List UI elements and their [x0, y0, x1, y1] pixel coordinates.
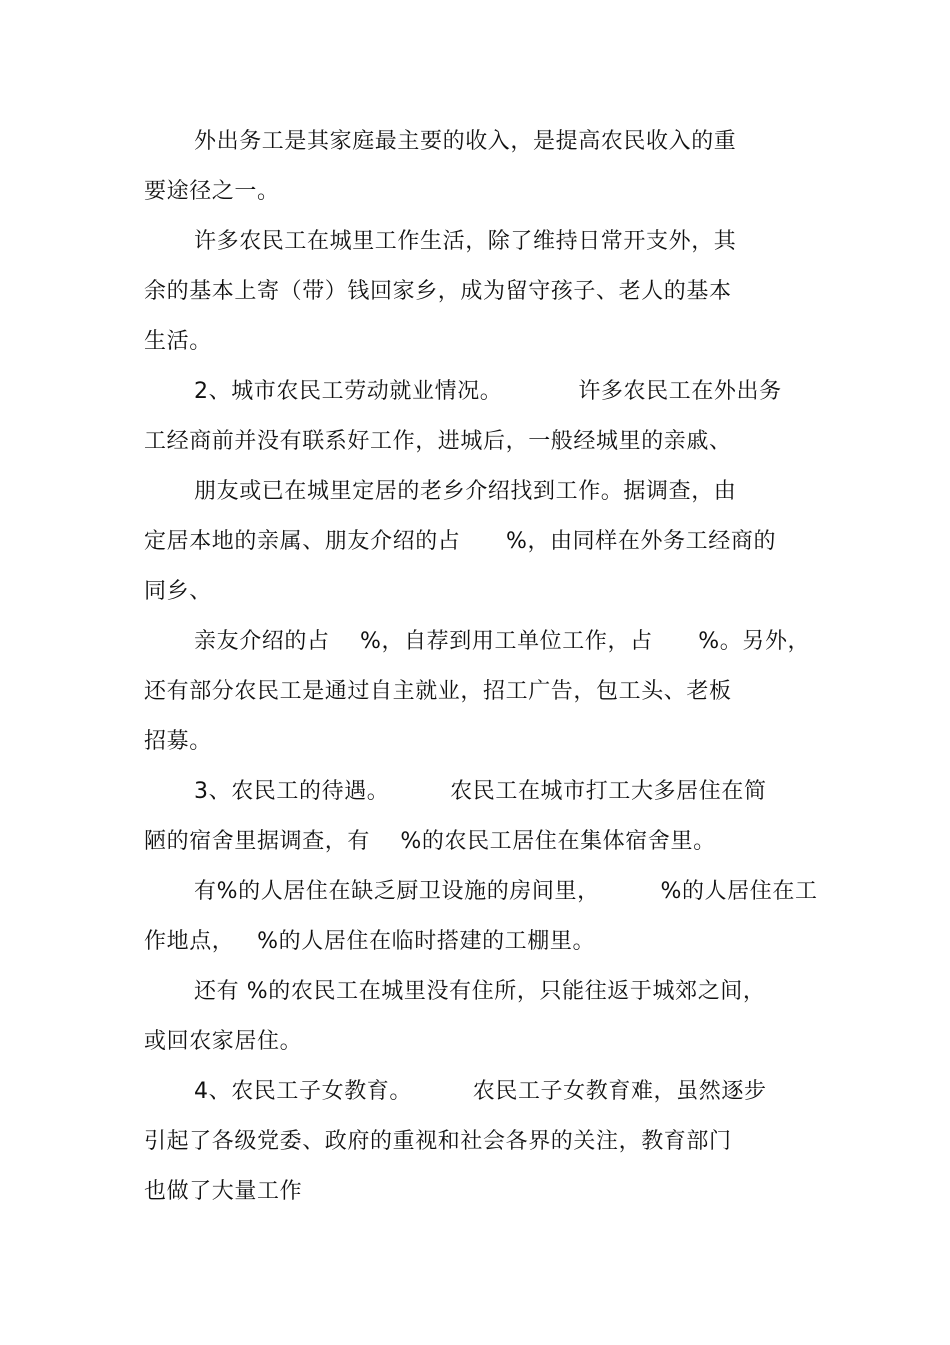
paragraph-line: 外出务工是其家庭最主要的收入，是提高农民收入的重: [194, 129, 737, 154]
paragraph-line: 许多农民工在城里工作生活，除了维持日常开支外，其: [194, 229, 737, 254]
paragraph-line: 还有 %的农民工在城里没有住所，只能往返于城郊之间，: [194, 979, 766, 1004]
section-heading-line: 4、农民工子女教育。 农民工子女教育难，虽然逐步: [194, 1079, 767, 1104]
paragraph-line: 作地点， %的人居住在临时搭建的工棚里。: [144, 929, 596, 954]
paragraph-line: 余的基本上寄（带）钱回家乡，成为留守孩子、老人的基本: [144, 279, 732, 304]
paragraph-line: 有%的人居住在缺乏厨卫设施的房间里， %的人居住在工: [194, 879, 818, 904]
paragraph-line: 引起了各级党委、政府的重视和社会各界的关注，教育部门: [144, 1129, 732, 1154]
paragraph-line: 生活。: [144, 329, 212, 354]
paragraph-line: 定居本地的亲属、朋友介绍的占 %，由同样在外务工经商的: [144, 529, 777, 554]
paragraph-line: 亲友介绍的占 %，自荐到用工单位工作，占 %。另外，: [194, 629, 811, 654]
paragraph-line: 也做了大量工作: [144, 1179, 303, 1204]
section-heading-line: 2、城市农民工劳动就业情况。 许多农民工在外出务: [194, 379, 782, 404]
paragraph-line: 朋友或已在城里定居的老乡介绍找到工作。据调查，由: [194, 479, 737, 504]
paragraph-line: 还有部分农民工是通过自主就业，招工广告，包工头、老板: [144, 679, 732, 704]
paragraph-line: 要途径之一。: [144, 179, 280, 204]
paragraph-line: 或回农家居住。: [144, 1029, 303, 1054]
paragraph-line: 同乡、: [144, 579, 212, 604]
section-heading-line: 3、农民工的待遇。 农民工在城市打工大多居住在简: [194, 779, 767, 804]
paragraph-line: 招募。: [144, 729, 212, 754]
paragraph-line: 工经商前并没有联系好工作，进城后，一般经城里的亲戚、: [144, 429, 732, 454]
paragraph-line: 陋的宿舍里据调查，有 %的农民工居住在集体宿舍里。: [144, 829, 716, 854]
